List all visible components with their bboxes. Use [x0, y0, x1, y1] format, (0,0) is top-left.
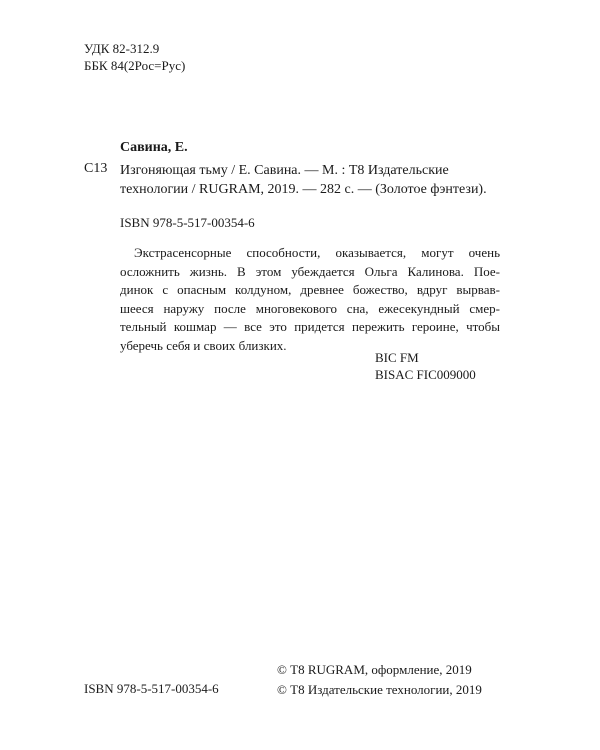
bisac-code: BISAC FIC009000	[375, 367, 476, 382]
isbn: ISBN 978-5-517-00354-6	[120, 215, 255, 230]
abstract-line: уберечь себя и своих близких.	[120, 337, 287, 353]
copyright-notices	[277, 660, 482, 700]
author-code: С13	[84, 161, 108, 176]
bic-code: BIC FM	[375, 350, 419, 365]
abstract-line: Экстрасенсорные способности, оказывается, могут очень	[134, 245, 500, 260]
abstract-line: осложнить жизнь. В этом убеждается Ольга Калинова. Пое-	[120, 263, 500, 279]
classification-codes	[84, 40, 185, 74]
udk-code: УДК 82-312.9	[84, 41, 160, 56]
subject-codes	[375, 349, 476, 383]
copyright-publisher: © Т8 Издательские технологии, 2019	[277, 682, 482, 697]
author-name: Савина, Е.	[120, 140, 188, 155]
bibliographic-record: Изгоняющая тьму / Е. Савина. — М. : Т8 Издательские технологии / RUGRAM, 2019. — 282 с. — (Золотое фэнтези).	[120, 163, 487, 197]
abstract-line: динок с опасным колдуном, древнее божество, вдруг вырвав-	[120, 282, 500, 297]
abstract-line: шееся наружу после многовекового сна, ежесекундный смер-	[120, 300, 500, 316]
abstract-line: тельный кошмар — все это придется пережить героине, чтобы	[120, 319, 500, 334]
abstract	[120, 244, 500, 355]
bbk-code: ББК 84(2Рос=Рус)	[84, 58, 186, 73]
copyright-design: © Т8 RUGRAM, оформление, 2019	[277, 662, 472, 677]
isbn-bottom: ISBN 978-5-517-00354-6	[84, 681, 219, 696]
